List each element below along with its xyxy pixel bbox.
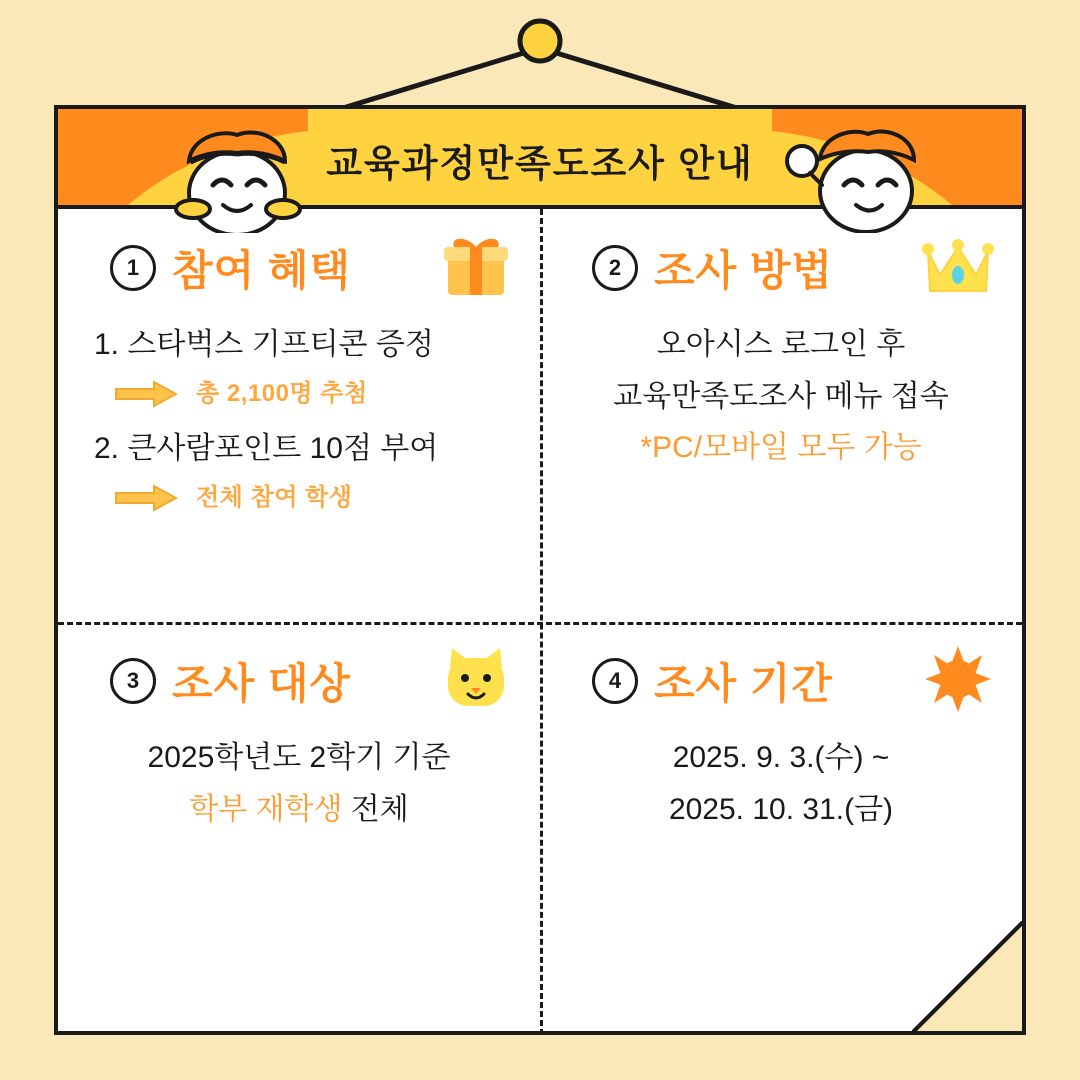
method-note: *PC/모바일 모두 가능: [640, 431, 922, 464]
section-header: [88, 235, 510, 301]
section-survey-method: [540, 209, 1022, 622]
section-title: 참여 혜택: [172, 247, 351, 294]
period-line-2: 2025. 10. 31.(금): [668, 792, 894, 826]
section-number-badge: 1: [110, 245, 156, 291]
folded-corner-decoration: [912, 921, 1024, 1033]
section-title: 조사 대상: [172, 660, 351, 707]
benefit-note-row-2: [114, 481, 510, 516]
poster-header: [58, 109, 1022, 209]
section-body: [88, 323, 510, 516]
poster-board: [54, 105, 1026, 1035]
section-title: 조사 방법: [654, 247, 833, 294]
period-line-1: 2025. 9. 3.(수) ~: [672, 741, 890, 774]
section-number-badge: 2: [592, 245, 638, 291]
section-title: 조사 기간: [654, 660, 833, 707]
method-line-1: 오아시스 로그인 후: [656, 328, 906, 361]
section-header: [88, 648, 510, 714]
section-body: [88, 736, 510, 831]
section-participation-benefits: [58, 209, 540, 622]
gift-icon: [438, 231, 514, 301]
benefit-note-2: 전체 참여 학생: [196, 483, 353, 511]
benefit-line-1: 1. 스타벅스 기프티콘 증정: [94, 328, 434, 361]
benefit-note-row-1: [114, 377, 510, 412]
section-body: [570, 323, 992, 470]
crown-icon: [920, 231, 996, 301]
arrow-right-icon: [114, 484, 178, 512]
section-body: [570, 736, 992, 831]
target-highlight: 학부 재학생: [189, 792, 343, 826]
cat-face-icon: [438, 644, 514, 714]
page-title: 교육과정만족도조사 안내: [326, 143, 754, 184]
section-header: [570, 648, 992, 714]
sun-icon: [920, 644, 996, 714]
sections-grid: [58, 209, 1022, 1035]
target-line-1: 2025학년도 2학기 기준: [147, 741, 451, 774]
method-line-2: 교육만족도조사 메뉴 접속: [613, 379, 949, 413]
target-line-2: [88, 788, 510, 832]
section-survey-target: [58, 622, 540, 1035]
arrow-right-icon: [114, 380, 178, 408]
benefit-line-2: 2. 큰사람포인트 10점 부여: [94, 432, 439, 466]
section-header: [570, 235, 992, 301]
section-number-badge: 4: [592, 658, 638, 704]
section-number-badge: 3: [110, 658, 156, 704]
target-suffix: 전체: [342, 792, 409, 826]
benefit-note-1: 총 2,100명 추첨: [196, 379, 368, 407]
